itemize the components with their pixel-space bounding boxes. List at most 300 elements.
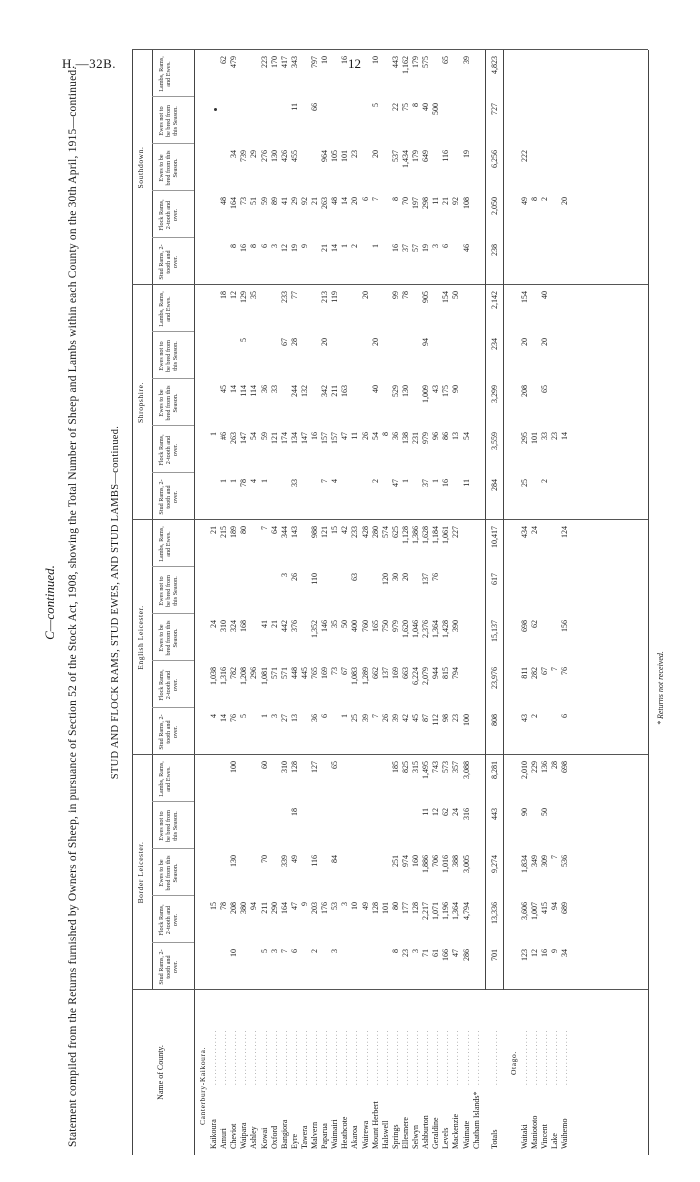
cell-value: 979 <box>390 620 400 632</box>
cell-value: 8 <box>380 432 390 436</box>
cell-value: 160 <box>411 855 420 867</box>
cell-value: 8 <box>390 949 400 953</box>
cell-value: 811 <box>519 667 529 679</box>
cell-value: 78 <box>239 479 249 487</box>
cell-value: 760 <box>360 620 370 632</box>
cell-value: 34 <box>560 949 570 957</box>
cell-value: 3 <box>330 949 340 953</box>
cell-value: 47 <box>390 479 400 487</box>
cell-value: 15 <box>330 526 340 534</box>
cell-value: 40 <box>370 385 380 393</box>
cell-value: 80 <box>239 526 249 534</box>
cell-value: 625 <box>390 526 400 538</box>
table-row <box>401 50 411 1155</box>
cell-value: 1 <box>431 479 441 483</box>
cell-value: 1 <box>229 479 239 483</box>
leader-dots: . . . . . . . . . . . . . . . . <box>300 1030 309 1085</box>
cell-value: 244 <box>289 385 299 397</box>
cell-value: 29 <box>289 197 299 205</box>
leader-dots: . . . . . . . . . . . . . . . . <box>520 1030 529 1085</box>
column-divider <box>152 143 194 144</box>
cell-value: 706 <box>431 855 441 867</box>
cell-value: 39 <box>390 714 400 722</box>
cell-value: 529 <box>390 385 400 397</box>
cell-value: 571 <box>279 667 289 679</box>
cell-value: 124 <box>560 526 570 538</box>
column-sub-header: Stud Rams, 2-tooth and over. <box>158 714 179 750</box>
column-sub-header: Flock Rams, 2-tooth and over. <box>158 669 179 701</box>
cell-value: 2,217 <box>421 902 431 920</box>
cell-value: 29 <box>249 150 259 158</box>
cell-value: 11 <box>289 103 299 111</box>
cell-value: 89 <box>269 197 279 205</box>
column-sub-header: Flock Rams, 2-tooth and over. <box>158 434 179 466</box>
cell-value: 1 <box>340 714 350 718</box>
statement-title: Statement compiled from the Returns furnished by Owners of Sheep, in pursuance of Section 52 of the Stock Act, 1908, showing the Total Number of Sheep and Lambs within each County on the 30th April, 1915—continued. <box>67 66 79 1147</box>
cell-value: 166 <box>441 949 451 961</box>
cell-value: 290 <box>269 902 279 914</box>
cell-value: 34 <box>229 150 239 158</box>
cell-value: 70 <box>400 197 410 205</box>
cell-value: 18 <box>219 291 229 299</box>
cell-value: 13 <box>289 714 299 722</box>
table-row <box>431 50 441 1155</box>
leader-dots: . . . . . . . . . . . . . . . . <box>351 1030 360 1085</box>
cell-value: 28 <box>289 338 299 346</box>
cell-value: 3 <box>411 949 420 953</box>
table-row <box>451 50 461 1155</box>
table-row <box>280 50 290 1155</box>
cell-value: 203 <box>310 902 319 914</box>
column-divider <box>152 660 194 661</box>
table-row <box>441 50 451 1155</box>
cell-value: 76 <box>229 714 239 722</box>
cell-value: 71 <box>421 949 431 957</box>
cell-value: 50 <box>540 808 549 816</box>
cell-value: 443 <box>390 56 400 68</box>
cell-value: #6 <box>219 432 229 440</box>
cell-value: 2 <box>540 197 549 201</box>
table-row <box>462 50 472 1155</box>
cell-value: 11 <box>461 479 471 487</box>
cell-value: 298 <box>421 197 431 209</box>
leader-dots: . . . . . . . . . . . . . . . . <box>331 1030 340 1085</box>
leader-dots: . . . . . . . . . . . . . . . . <box>412 1030 420 1085</box>
column-sub-header: Lambs, Rams, and Ewes. <box>158 291 172 327</box>
cell-value: 974 <box>400 855 410 867</box>
cell-value: 67 <box>279 338 289 346</box>
cell-value: 14 <box>219 714 229 722</box>
cell-value: 3,005 <box>461 855 471 873</box>
cell-value: 130 <box>229 855 239 867</box>
cell-value: 50 <box>340 620 350 628</box>
cell-value: 12 <box>279 244 289 252</box>
cell-value: 536 <box>560 855 570 867</box>
leader-dots: . . . . . . . . . . . . . . . . <box>210 1030 218 1085</box>
county-name: Ashburton <box>421 1115 431 1149</box>
column-sub-header: Ewes not to be bred from this Season. <box>158 575 179 607</box>
cell-value: 10 <box>229 949 239 957</box>
cell-value: 130 <box>400 385 410 397</box>
cell-value: 16 <box>310 432 319 440</box>
cell-value: 76 <box>431 573 441 581</box>
cell-value: 54 <box>370 432 380 440</box>
cell-value: 310 <box>219 620 229 632</box>
cell-value: 349 <box>529 855 539 867</box>
cell-value: 146 <box>320 620 330 632</box>
county-name: Halswell <box>380 1120 390 1149</box>
cell-value: 48 <box>219 197 229 205</box>
cell-value: 67 <box>540 667 549 675</box>
cell-value: 35 <box>330 620 340 628</box>
cell-value: 47 <box>289 902 299 910</box>
table-subtitle: STUD AND FLOCK RAMS, STUD EWES, AND STUD LAMBS—continued. <box>110 425 121 780</box>
leader-dots: . . . . . . . . . . . . . . . . <box>490 1030 499 1085</box>
cell-value: 174 <box>279 432 289 444</box>
cell-value: 2 <box>310 949 319 953</box>
cell-value: 11 <box>421 808 431 816</box>
cell-value: 67 <box>340 667 350 675</box>
table-row <box>391 50 401 1155</box>
cell-value: 979 <box>421 432 431 444</box>
cell-value: 1 <box>340 244 350 248</box>
cell-value: 1,495 <box>421 761 431 779</box>
cell-value: 128 <box>411 902 420 914</box>
cell-value: 49 <box>519 197 529 205</box>
cell-value: 20 <box>360 291 370 299</box>
cell-value: 16 <box>239 244 249 252</box>
county-name: Amuri <box>219 1128 229 1149</box>
county-name: Maniototo <box>529 1115 539 1149</box>
cell-value: 9 <box>299 244 309 248</box>
leader-dots: . . . . . . . . . . . . . . . . <box>321 1030 330 1085</box>
cell-value: 739 <box>239 150 249 162</box>
cell-value: 112 <box>431 714 441 726</box>
cell-value: 14 <box>229 385 239 393</box>
cell-value: 116 <box>441 150 451 162</box>
page-number: 12 <box>348 56 361 71</box>
cell-value: 617 <box>489 573 499 585</box>
table-row <box>310 50 320 1155</box>
sheep-table <box>132 50 648 1155</box>
cell-value: 20 <box>350 197 360 205</box>
cell-value: 964 <box>320 150 330 162</box>
cell-value: 24 <box>451 808 461 816</box>
cell-value: 7 <box>279 949 289 953</box>
cell-value: 797 <box>310 56 319 68</box>
cell-value: 164 <box>279 902 289 914</box>
cell-value: 105 <box>330 150 340 162</box>
cell-value: 13,336 <box>489 902 499 924</box>
cell-value: 16 <box>441 479 451 487</box>
cell-value: 87 <box>421 714 431 722</box>
cell-value: 73 <box>330 667 340 675</box>
cell-value: 73 <box>239 197 249 205</box>
cell-value: 84 <box>330 855 340 863</box>
column-sub-header: Lambs, Rams, and Ewes. <box>158 761 172 797</box>
cell-value: 215 <box>219 526 229 538</box>
table-row <box>381 50 391 1155</box>
cell-value: 163 <box>340 385 350 397</box>
county-name: Malvern <box>310 1121 319 1149</box>
cell-value: 36 <box>310 714 319 722</box>
cell-value: 6 <box>289 949 299 953</box>
cell-value: 3 <box>279 573 289 577</box>
cell-value: 65 <box>441 56 451 64</box>
leader-dots: . . . . . . . . . . . . . . . . <box>551 1030 560 1085</box>
cell-value: 8 <box>249 244 259 248</box>
table-row <box>320 50 330 1155</box>
cell-value: 1 <box>370 244 380 248</box>
cell-value: 100 <box>461 714 471 726</box>
leader-dots: . . . . . . . . . . . . . . . . <box>472 1030 481 1085</box>
county-name: Eyre <box>289 1133 299 1149</box>
leader-dots: . . . . . . . . . . . . . . . . <box>401 1030 410 1085</box>
cell-value: 78 <box>400 291 410 299</box>
cell-value: 19 <box>289 244 299 252</box>
cell-value: 121 <box>269 432 279 444</box>
column-sub-header: Lambs, Rams, and Ewes. <box>158 56 172 92</box>
cell-value: 1,208 <box>239 667 249 685</box>
group-header: Shropshire. <box>136 382 145 423</box>
county-name: Akaroa <box>350 1125 360 1149</box>
cell-value: 92 <box>299 197 309 205</box>
cell-value: 2 <box>350 244 360 248</box>
cell-value: 54 <box>461 432 471 440</box>
cell-value: 3 <box>269 714 279 718</box>
cell-value: 229 <box>529 761 539 773</box>
column-divider <box>152 848 194 849</box>
cell-value: 92 <box>451 197 461 205</box>
cell-value: 64 <box>269 526 279 534</box>
table-row <box>330 50 340 1155</box>
cell-value: 157 <box>320 432 330 444</box>
cell-value: 296 <box>249 667 259 679</box>
cell-value: 263 <box>320 197 330 209</box>
column-sub-header: Stud Rams, 2-tooth and over. <box>158 949 179 985</box>
cell-value: 1 <box>259 479 269 483</box>
column-divider <box>152 942 194 943</box>
cell-value: 4 <box>330 479 340 483</box>
column-divider <box>152 566 194 567</box>
table-row <box>371 50 381 1155</box>
cell-value: 40 <box>421 103 431 111</box>
cell-value: 1,628 <box>421 526 431 544</box>
cell-value: 165 <box>370 620 380 632</box>
cell-value: 147 <box>239 432 249 444</box>
column-divider <box>152 472 194 473</box>
cell-value: 1,016 <box>441 855 451 873</box>
cell-value: 23 <box>451 714 461 722</box>
county-name: Chatham Islands* <box>471 1091 481 1149</box>
cell-value: 6 <box>320 714 330 718</box>
cell-value: 233 <box>279 291 289 303</box>
cell-value: 357 <box>451 761 461 773</box>
cell-value: 23 <box>550 432 560 440</box>
cell-value: 94 <box>421 338 431 346</box>
cell-value: 143 <box>289 526 299 538</box>
column-divider <box>152 96 194 97</box>
cell-value: 110 <box>310 573 319 585</box>
cell-value: 1,386 <box>411 526 420 544</box>
county-name: Waihemo <box>560 1118 570 1149</box>
cell-value: 189 <box>229 526 239 538</box>
cell-value: 7 <box>550 855 560 859</box>
cell-value: 136 <box>540 761 549 773</box>
cell-value: 6,256 <box>489 150 499 168</box>
cell-value: 2 <box>540 479 549 483</box>
cell-value: 16 <box>390 244 400 252</box>
cell-value: 11 <box>431 197 441 205</box>
leader-dots: . . . . . . . . . . . . . . . . <box>341 1030 350 1085</box>
cell-value: 177 <box>400 902 410 914</box>
cell-value: 1,364 <box>431 620 441 638</box>
cell-value: 62 <box>529 620 539 628</box>
cell-value: 701 <box>489 949 499 961</box>
cell-value: 42 <box>400 714 410 722</box>
leader-dots: . . . . . . . . . . . . . . . . <box>280 1030 289 1085</box>
cell-value: 284 <box>489 479 499 491</box>
column-divider <box>152 895 194 896</box>
cell-value: 1,046 <box>411 620 420 638</box>
cell-value: 23 <box>350 150 360 158</box>
cell-value: 169 <box>390 667 400 679</box>
cell-value: 571 <box>269 667 279 679</box>
group-rule <box>152 50 153 990</box>
cell-value: 21 <box>320 244 330 252</box>
cell-value: 10 <box>370 56 380 64</box>
cell-value: 19 <box>461 150 471 158</box>
cell-value: 280 <box>370 526 380 538</box>
cell-value: 20 <box>370 338 380 346</box>
cell-value: 222 <box>519 150 529 162</box>
cell-value: 170 <box>269 56 279 68</box>
cell-value: 727 <box>489 103 499 115</box>
cell-value: 65 <box>540 385 549 393</box>
cell-value: 8 <box>529 197 539 201</box>
cell-value: 20 <box>320 338 330 346</box>
cell-value: 128 <box>370 902 380 914</box>
cell-value: 12 <box>529 949 539 957</box>
cell-value: 1,083 <box>350 667 360 685</box>
county-name: Levels <box>441 1127 451 1149</box>
cell-value: 129 <box>239 291 249 303</box>
cell-value: 99 <box>390 291 400 299</box>
table-row <box>239 50 249 1155</box>
cell-value: 1,007 <box>529 902 539 920</box>
cell-value: 14 <box>560 432 570 440</box>
cell-value: 130 <box>269 150 279 162</box>
cell-value: 36 <box>259 385 269 393</box>
cell-value: 30 <box>390 573 400 581</box>
leader-dots: . . . . . . . . . . . . . . . . <box>220 1030 229 1085</box>
column-sub-header: Ewes not to be bred from this Season. <box>158 810 179 842</box>
leader-dots: . . . . . . . . . . . . . . . . <box>240 1030 249 1085</box>
cell-value: 575 <box>421 56 431 68</box>
cell-value: 101 <box>529 432 539 444</box>
table-row <box>340 50 350 1155</box>
cell-value: 1,886 <box>421 855 431 873</box>
cell-value: 43 <box>519 714 529 722</box>
cell-value: 211 <box>330 385 340 397</box>
cell-value: 179 <box>411 150 420 162</box>
table-row <box>550 50 560 1155</box>
cell-value: 343 <box>289 56 299 68</box>
cell-value: 1,081 <box>259 667 269 685</box>
cell-value: 48 <box>330 197 340 205</box>
cell-value: 7 <box>259 526 269 530</box>
cell-value: 14 <box>340 197 350 205</box>
cell-value: 448 <box>289 667 299 679</box>
cell-value: 574 <box>380 526 390 538</box>
cell-value: 47 <box>340 432 350 440</box>
rotated-page <box>40 50 700 1155</box>
cell-value: 316 <box>461 808 471 820</box>
column-divider <box>152 801 194 802</box>
table-row <box>260 50 270 1155</box>
cell-value: 47 <box>451 949 461 957</box>
cell-value: 98 <box>441 714 451 722</box>
cell-value: 179 <box>411 56 420 68</box>
cell-value: 1,184 <box>431 526 441 544</box>
cell-value: 400 <box>350 620 360 632</box>
cell-value: 2 <box>370 479 380 483</box>
cell-value: 53 <box>330 902 340 910</box>
cell-value: 62 <box>219 56 229 64</box>
cell-value: 8 <box>411 103 420 107</box>
section-heading: Otago. <box>508 1051 518 1075</box>
cell-value: 6 <box>360 197 370 201</box>
cell-value: 8 <box>229 244 239 248</box>
cell-value: 339 <box>279 855 289 867</box>
cell-value: 428 <box>360 526 370 538</box>
column-sub-header: Ewes to be bred from this Season. <box>158 385 179 421</box>
county-name: Selwyn <box>411 1125 420 1149</box>
cell-value: 96 <box>431 432 441 440</box>
cell-value: 7 <box>320 479 330 483</box>
cell-value: 1,352 <box>310 620 319 638</box>
cell-value: 28 <box>550 761 560 769</box>
cell-value: 15 <box>209 902 218 910</box>
cell-value: 388 <box>451 855 461 867</box>
county-name: Waitaki <box>519 1124 529 1149</box>
cell-value: 49 <box>289 855 299 863</box>
cell-value: 16 <box>540 949 549 957</box>
cell-value: 33 <box>289 479 299 487</box>
county-name: Geraldine <box>431 1117 441 1149</box>
cell-value: 23,976 <box>489 667 499 689</box>
cell-value: 120 <box>380 573 390 585</box>
cell-value: 5 <box>259 949 269 953</box>
cell-value: 26 <box>289 573 299 581</box>
cell-value: 1 <box>259 714 269 718</box>
table-row <box>300 50 310 1155</box>
cell-value: 443 <box>489 808 499 820</box>
cell-value: 434 <box>519 526 529 538</box>
cell-value: 12 <box>229 291 239 299</box>
section-heading: Canterbury-Kaikoura. <box>198 1046 207 1125</box>
cell-value: 21 <box>441 197 451 205</box>
table-row <box>209 50 219 1155</box>
column-divider <box>152 331 194 332</box>
cell-value: 573 <box>441 761 451 773</box>
cell-value: 76 <box>560 667 570 675</box>
county-name: Waipara <box>239 1122 249 1149</box>
cell-value: 25 <box>350 714 360 722</box>
table-row <box>350 50 360 1155</box>
cell-value: 20 <box>370 150 380 158</box>
cell-value: 7 <box>370 714 380 718</box>
